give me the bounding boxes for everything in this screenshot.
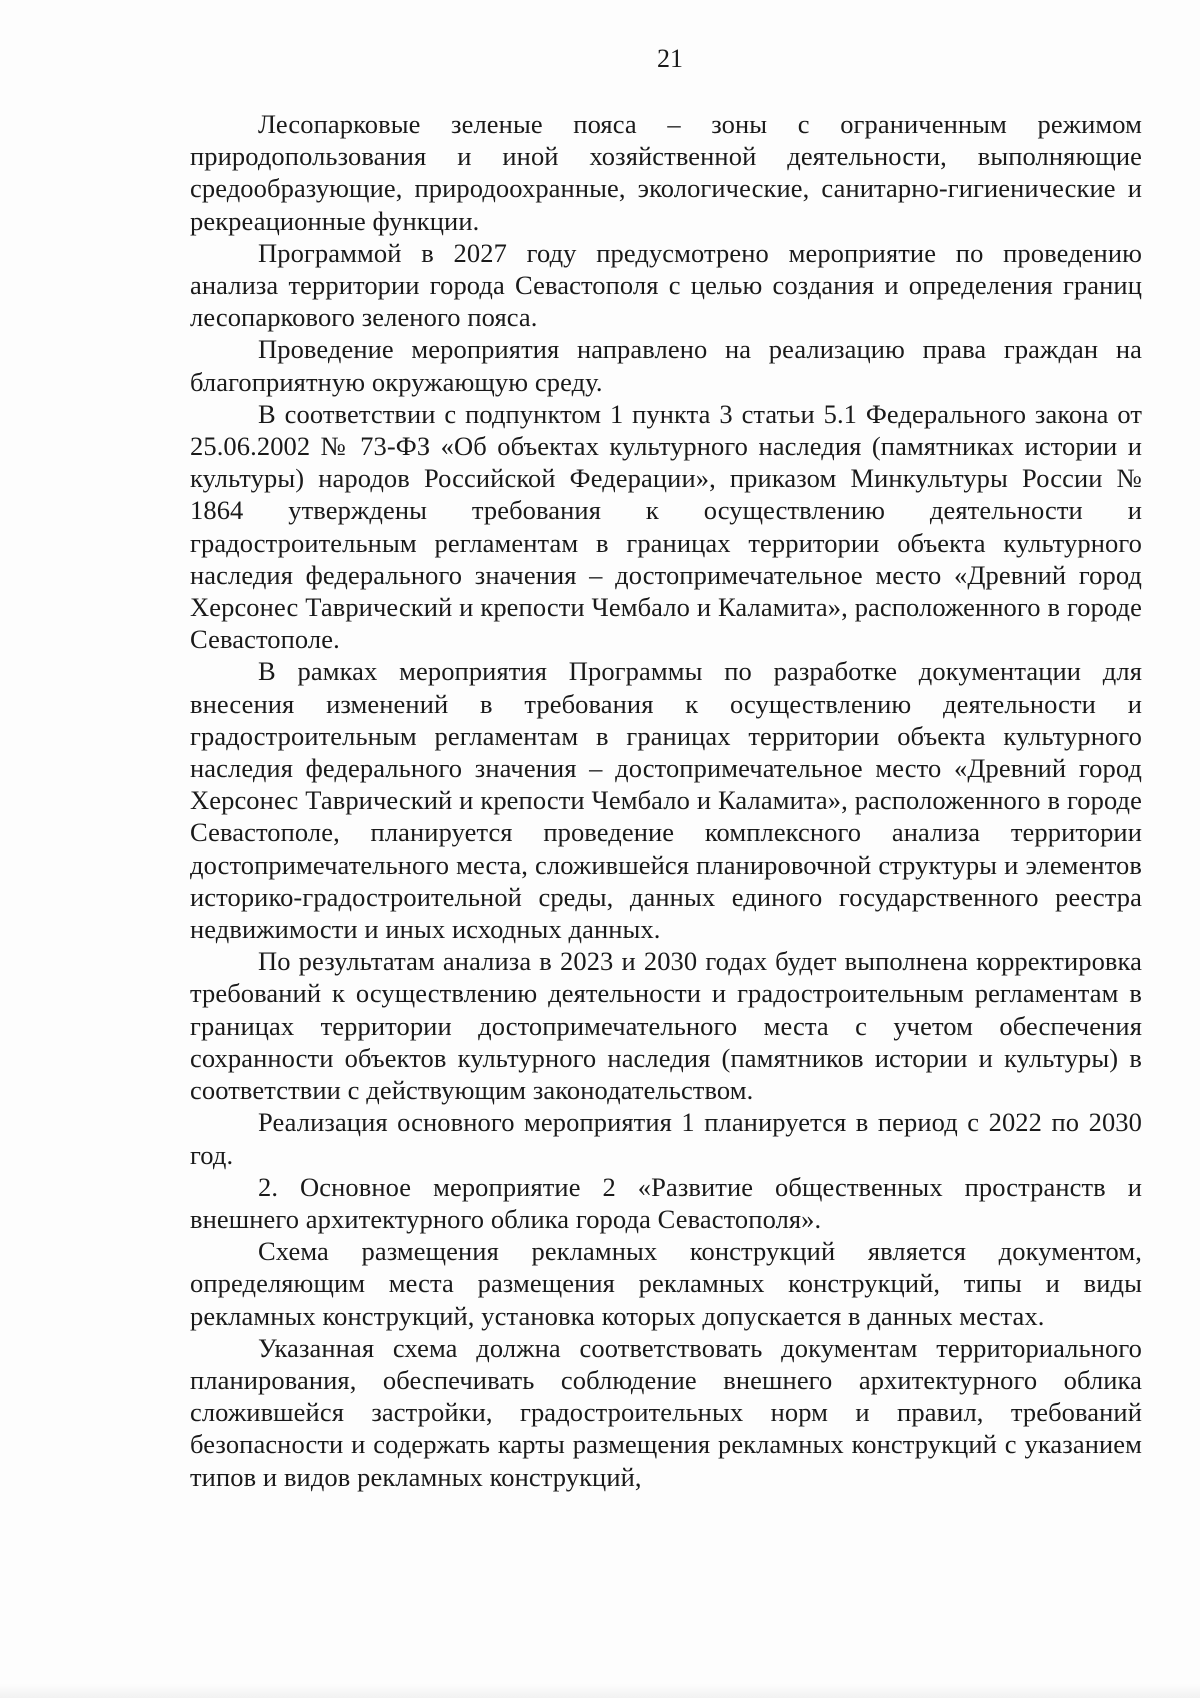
paragraph-documentation-development: В рамках мероприятия Программы по разработке документации для внесения изменений в требования к осуществлению деятельности и градостроительным регламентам в границах территории объекта культурного наследия федерального значения – достопримечательное место «Древний город Херсонес Таврический и крепости Чембало и Каламита», расположенного в городе Севастополе, планируется проведение комплексного анализа территории достопримечательного места, сложившейся планировочной структуры и элементов историко-градостроительной среды, данных единого государственного реестра недвижимости и иных исходных данных. (190, 656, 1142, 945)
paragraph-advertising-scheme: Схема размещения рекламных конструкций является документом, определяющим места размещения рекламных конструкций, типы и виды рекламных конструкций, установка которых допускается в данных местах. (190, 1236, 1142, 1331)
paragraph-federal-law: В соответствии с подпунктом 1 пункта 3 статьи 5.1 Федерального закона от 25.06.2002 № 73-ФЗ «Об объектах культурного наследия (памятниках истории и культуры) народов Российской Федерации», приказом Минкультуры России № 1864 утверждены требования к осуществлению деятельности и градостроительным регламентам в границах территории объекта культурного наследия федерального значения – достопримечательное место «Древний город Херсонес Таврический и крепости Чембало и Каламита», расположенного в городе Севастополе. (190, 398, 1142, 655)
paragraph-main-activity-2: 2. Основное мероприятие 2 «Развитие общественных пространств и внешнего архитектурного облика города Севастополя». (190, 1171, 1142, 1234)
page-number: 21 (657, 44, 683, 73)
paragraph-implementation-period: Реализация основного мероприятия 1 планируется в период с 2022 по 2030 год. (190, 1107, 1142, 1170)
paragraph-program-2027: Программой в 2027 году предусмотрено мероприятие по проведению анализа территории города Севастополя с целью создания и определения границ лесопаркового зеленого пояса. (190, 237, 1142, 333)
paragraph-analysis-results: По результатам анализа в 2023 и 2030 годах будет выполнена корректировка требований к осуществлению деятельности и градостроительным регламентам в границах территории достопримечательного места с учетом обеспечения сохранности объектов культурного наследия (памятников истории и культуры) в соответствии с действующим законодательством. (190, 946, 1142, 1106)
scan-edge (0, 1684, 1200, 1698)
paragraph-scheme-requirements: Указанная схема должна соответствовать документам территориального планирования, обеспечивать соблюдение внешнего архитектурного облика сложившейся застройки, градостроительных норм и правил, требований безопасности и содержать карты размещения рекламных конструкций с указанием типов и видов рекламных конструкций, (190, 1332, 1142, 1492)
paragraph-forest-belts: Лесопарковые зеленые пояса – зоны с ограниченным режимом природопользования и иной хозяйственной деятельности, выполняющие средообразующие, природоохранные, экологические, санитарно-гигиенические и рекреационные функции. (190, 109, 1142, 236)
paragraph-citizens-rights: Проведение мероприятия направлено на реализацию права граждан на благоприятную окружающую среду. (190, 334, 1142, 397)
document-body (190, 108, 1142, 1493)
